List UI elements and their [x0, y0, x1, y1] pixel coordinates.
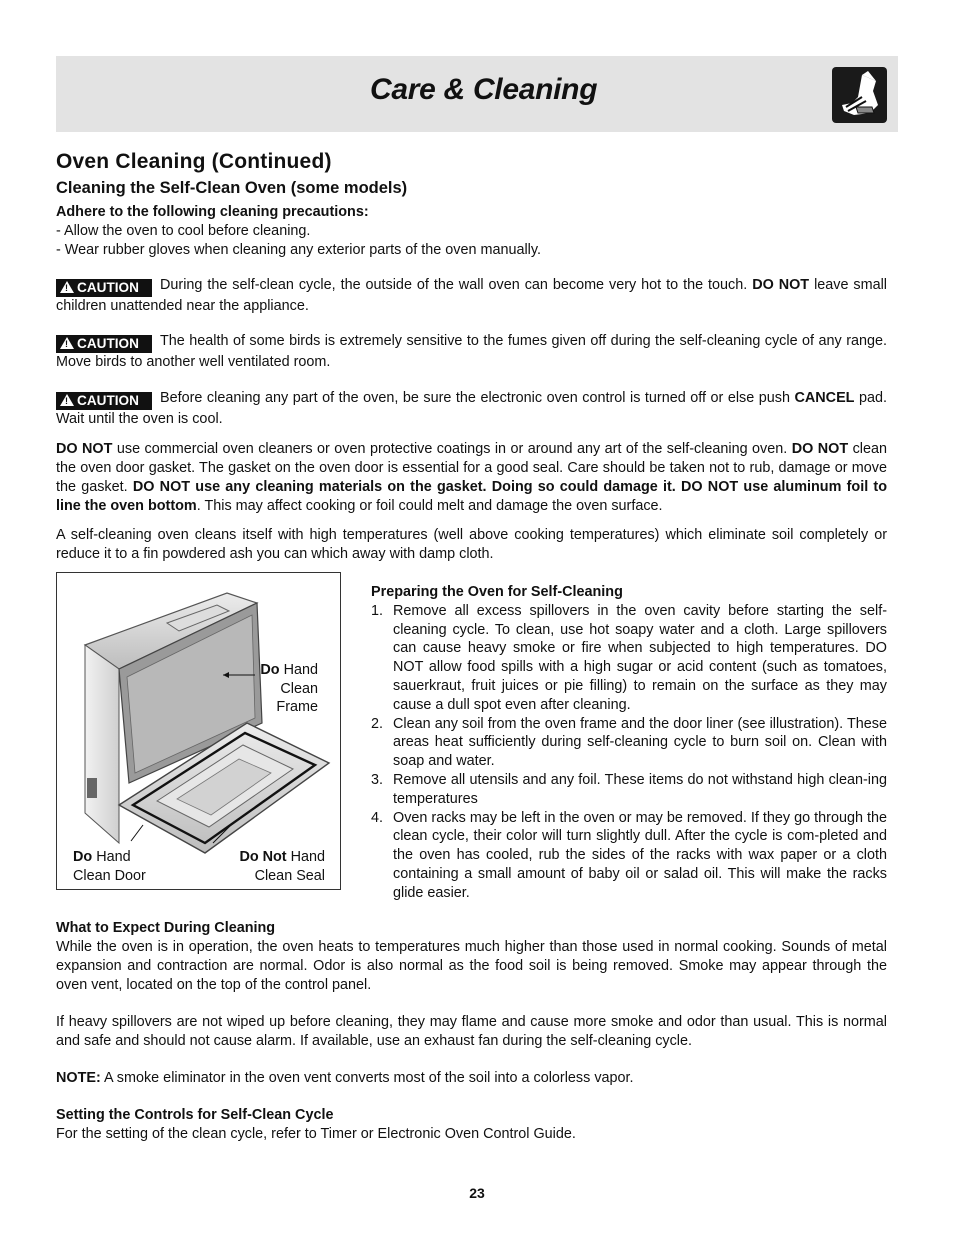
expect-section [56, 919, 887, 995]
self-clean-paragraph: A self-cleaning oven cleans itself with high temperatures (well above cooking temperatures) which eliminate soil completely or reduce it to a fin powdered ash you can which away with damp cloth. [56, 527, 887, 562]
controls-text: For the setting of the clean cycle, refer to Timer or Electronic Oven Control Guide. [56, 1126, 576, 1142]
expect-paragraph-2: If heavy spillovers are not wiped up before cleaning, they may flame and cause more smoke and odor than usual. This is normal and safe and should not cause alarm. If available, use an exhaust fan during the self-cleaning cycle. [56, 1014, 887, 1049]
preparing-steps [371, 583, 887, 903]
open-oven-drawing [57, 573, 340, 889]
caution-block-2: ! CAUTION The health of some birds is extremely sensitive to the fumes given off during the self-cleaning cycle of any range. Move birds to another well ventilated room. [56, 333, 887, 370]
preparing-title: Preparing the Oven for Self-Cleaning [371, 584, 623, 600]
precaution-item: - Wear rubber gloves when cleaning any exterior parts of the oven manually. [56, 242, 542, 258]
controls-section [56, 1106, 887, 1144]
cleaning-hand-icon [832, 67, 887, 123]
list-item: 1. Remove all excess spillovers in the oven cavity before starting the self-cleaning cycle. To clean, use hot soapy water and a cloth. Large spillovers can cause heavy smoke or fire when subjected to high temperatures. DO NOT allow food spills with a high sugar or acid content (such as tomatoes, sauerkraut, fruit juices or pie filling) to remain on the surface as they may cause a dull spot even after cleaning. [371, 602, 887, 713]
caution-badge: ! CAUTION [56, 392, 152, 410]
page-header [56, 56, 898, 132]
page-number: 23 [469, 1185, 485, 1201]
expect-title: What to Expect During Cleaning [56, 920, 276, 936]
list-item: 4. Oven racks may be left in the oven or may be removed. If they go through the clean cycle, their color will turn slightly dull. After the cycle is com-pleted and the oven has cooled, rub the sides of the racks with wax paper or a cloth containing a small amount of baby oil or salad oil. This will make the racks glide easier. [371, 809, 887, 901]
list-item: 2. Clean any soil from the oven frame and the door liner (see illustration). These areas heat sufficiently during self-cleaning cycle to burn soil on. Clean with soap and water. [371, 715, 887, 770]
list-item: 3. Remove all utensils and any foil. These items do not withstand high clean-ing temperatures [371, 771, 887, 807]
warning-triangle-icon: ! [60, 394, 74, 406]
caution-badge: ! CAUTION [56, 279, 152, 297]
label-do-hand-clean-door: Do Hand Clean Door [73, 849, 146, 884]
note-paragraph: NOTE: A smoke eliminator in the oven vent converts most of the soil into a colorless vapor. [56, 1070, 634, 1086]
precautions-heading: Adhere to the following cleaning precautions: [56, 204, 369, 220]
warning-triangle-icon: ! [60, 281, 74, 293]
section-subtitle: Cleaning the Self-Clean Oven (some models) [56, 179, 408, 197]
expect-paragraph-1: While the oven is in operation, the oven heats to temperatures much higher than those used in normal cooking. Sounds of metal expansion and contraction are normal. Odor is also normal as the food soil is being removed. Smoke may appear through the oven vent, located on the top of the control panel. [56, 939, 887, 993]
controls-title: Setting the Controls for Self-Clean Cycle [56, 1107, 334, 1123]
caution-block-1: ! CAUTION During the self-clean cycle, the outside of the wall oven can become very hot to the touch. DO NOT leave small children unattended near the appliance. [56, 277, 887, 314]
section-title: Oven Cleaning (Continued) [56, 150, 332, 173]
caution-block-3: ! CAUTION Before cleaning any part of the oven, be sure the electronic oven control is turned off or else push CANCEL pad. Wait until the oven is cool. [56, 390, 888, 427]
precautions-block [56, 203, 887, 260]
warning-triangle-icon: ! [60, 337, 74, 349]
caution-badge: ! CAUTION [56, 335, 152, 353]
label-do-not-hand-clean-seal: Do Not Hand Clean Seal [239, 849, 325, 884]
oven-illustration [56, 572, 341, 890]
precaution-item: - Allow the oven to cool before cleaning. [56, 223, 311, 239]
page-title: Care & Cleaning [370, 73, 598, 106]
do-not-paragraph: DO NOT use commercial oven cleaners or oven protective coatings in or around any art of the self-cleaning oven. DO NOT clean the oven door gasket. The gasket on the oven door is essential for a good seal. Care should be taken not to rub, damage or move the gasket. DO NOT use any cleaning materials on the gasket. Doing so could damage it. DO NOT use aluminum foil to line the oven bottom. This may affect cooking or foil could melt and damage the oven surface. [56, 441, 888, 514]
label-do-hand-clean-frame: Do Hand Clean Frame [260, 662, 318, 715]
